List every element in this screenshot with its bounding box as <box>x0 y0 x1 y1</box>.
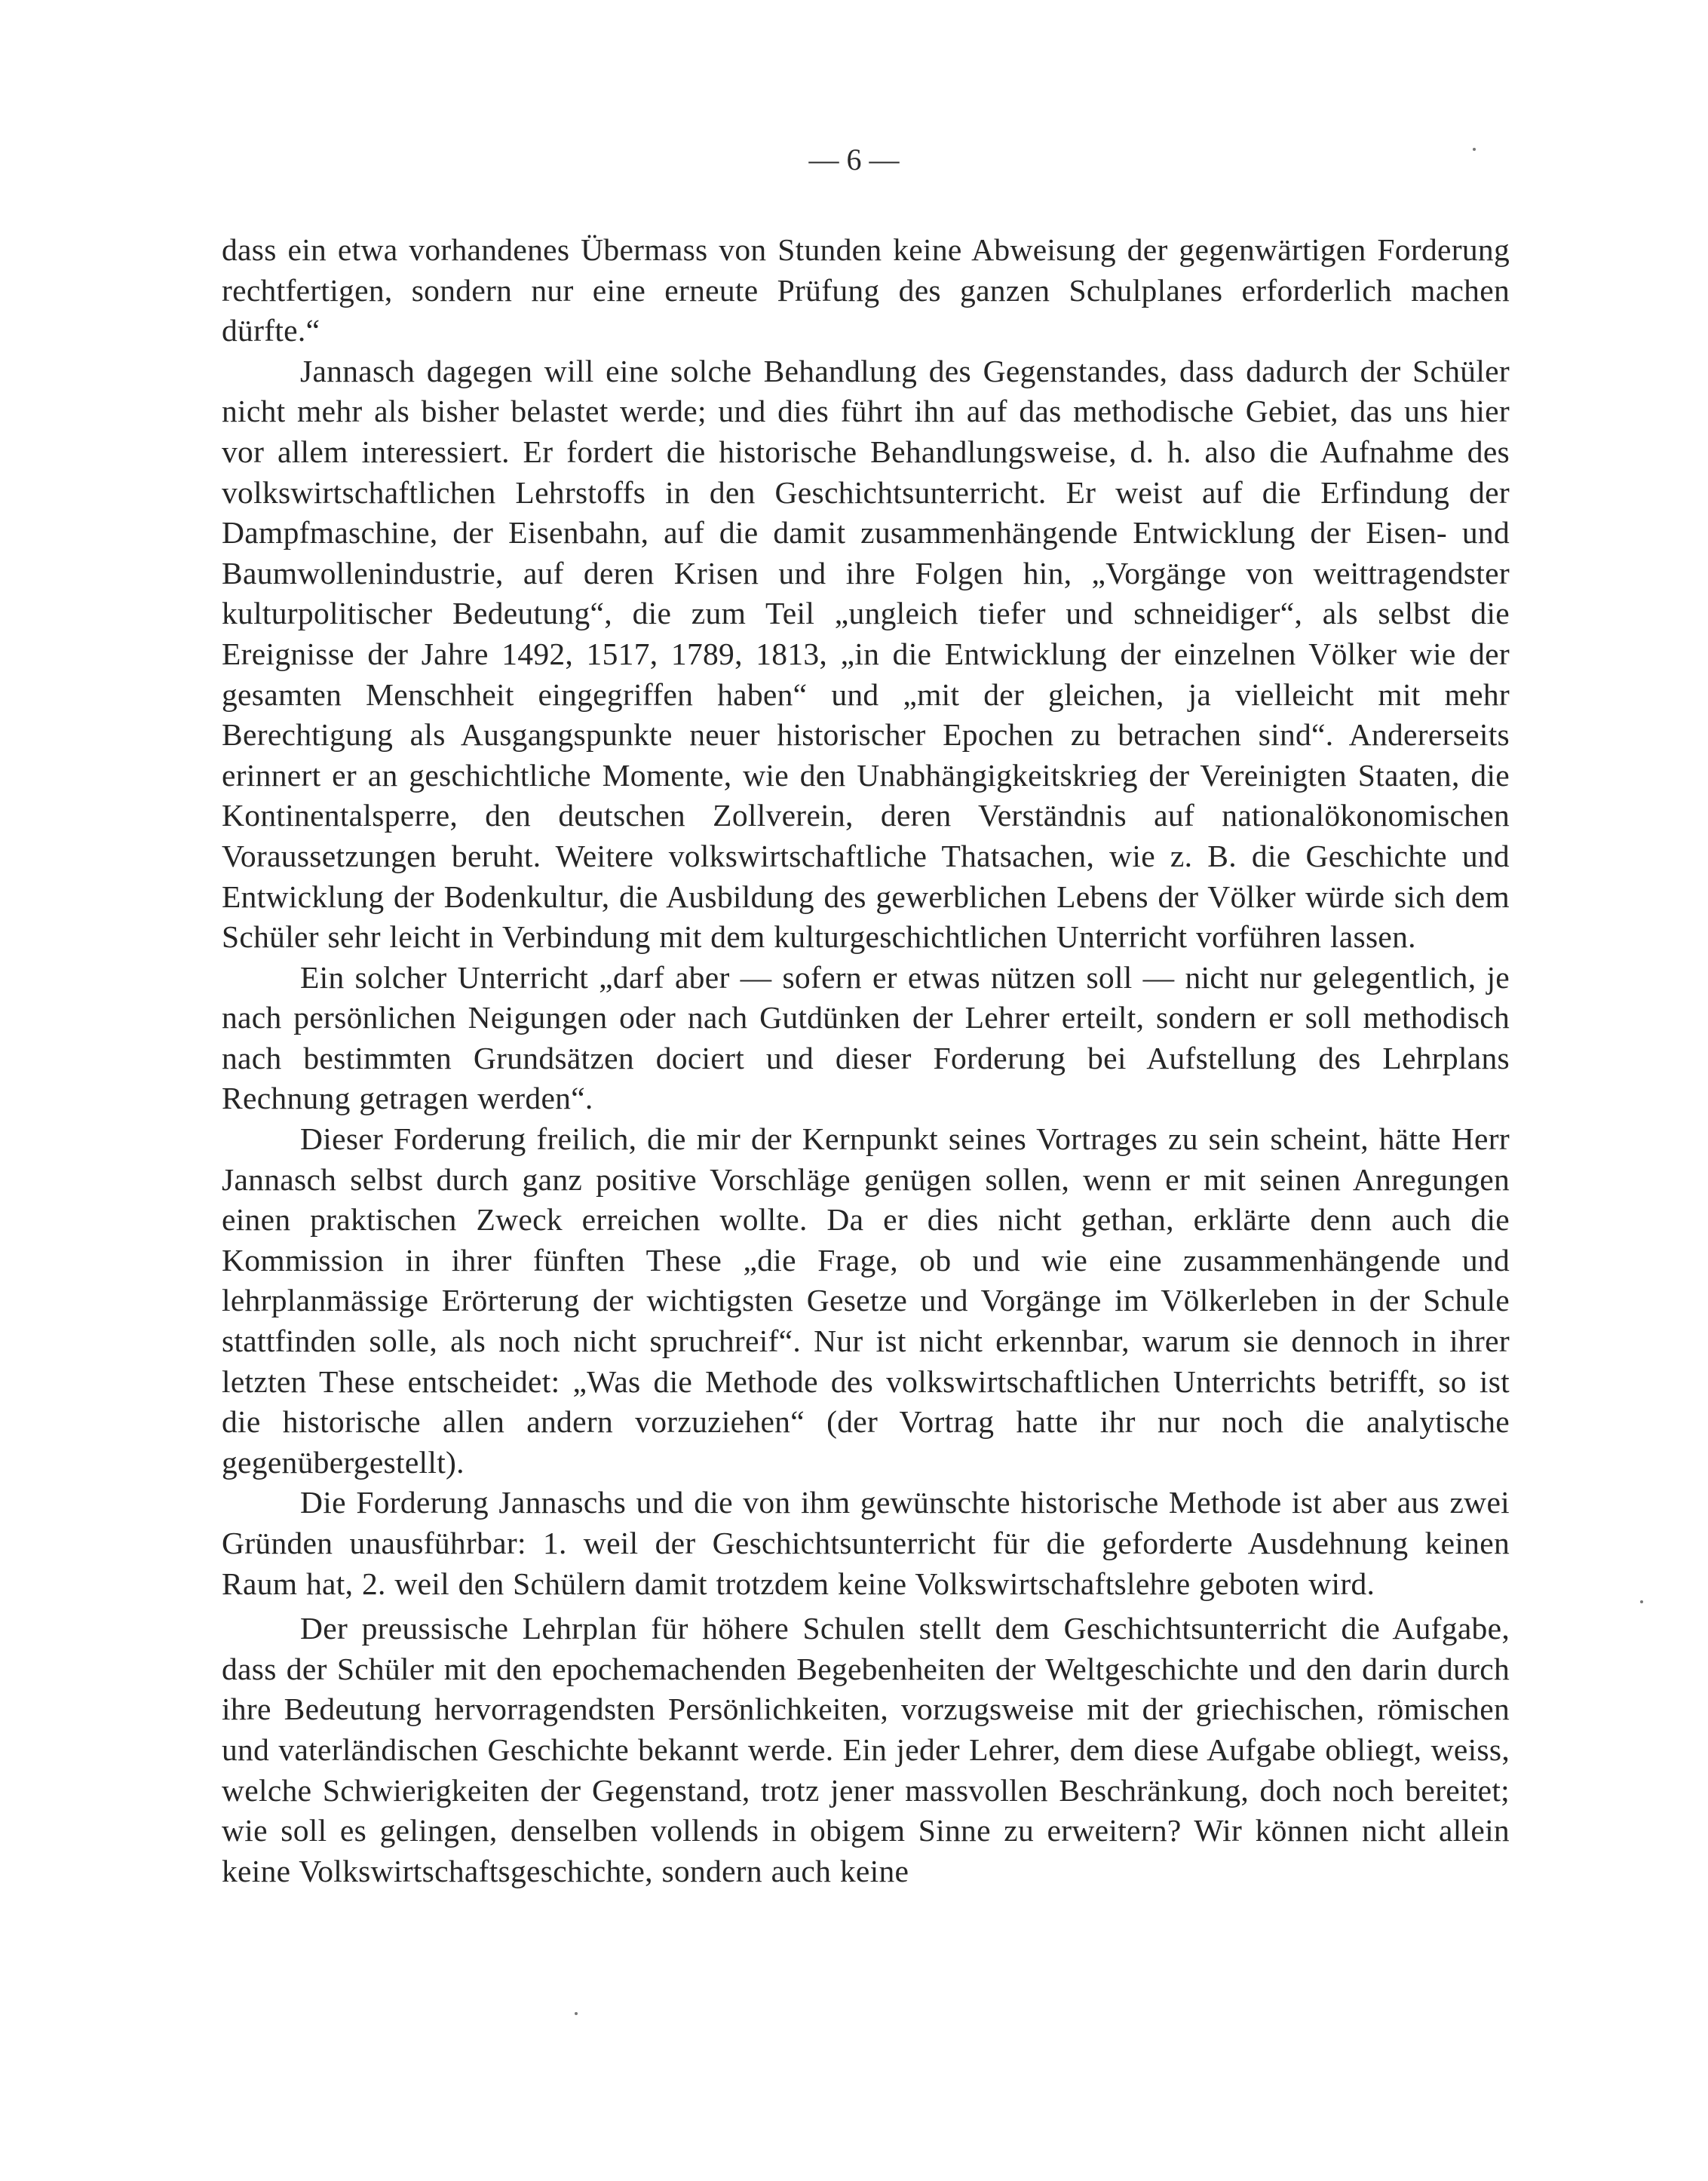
print-speck <box>1640 1600 1643 1603</box>
paragraph-two-reasons: Die Forderung Jannaschs und die von ihm gewünschte historische Methode ist aber aus zwei Gründen unausführbar: 1. weil der Geschichtsunterricht für die geforderte Ausdehnung keinen Raum hat, 2. weil den Schülern damit trotzdem keine Volkswirtschaftslehre geboten wird. <box>222 1485 1510 1601</box>
paragraph-continuation: dass ein etwa vorhandenes Übermass von Stunden keine Abweisung der gegenwärtigen Forderung rechtfertigen, sondern nur eine erneute Prüfung des ganzen Schulplanes erforderlich machen dürfte.“ <box>222 232 1510 348</box>
paragraph-commission-thesis: Dieser Forderung freilich, die mir der Kernpunkt seines Vortrages zu sein scheint, hätte Herr Jannasch selbst durch ganz positive Vorschläge genügen sollen, wenn er mit seinen Anregungen einen praktischen Zweck erreichen wollte. Da er dies nicht gethan, erklärte denn auch die Kommission in ihrer fünften These „die Frage, ob und wie eine zusammenhängende und lehrplanmässige Erörterung der wichtigsten Gesetze und Vorgänge im Völkerleben in der Schule stattfinden solle, als noch nicht spruchreif“. Nur ist nicht erkennbar, warum sie dennoch in ihrer letzten These entscheidet: „Was die Methode des volkswirtschaftlichen Unterrichts betrifft, so ist die historische allen andern vorzuziehen“ (der Vortrag hatte ihr nur noch die analytische gegenübergestellt). <box>222 1121 1510 1480</box>
body-text <box>222 230 1510 1891</box>
paragraph-prussian-curriculum: Der preussische Lehrplan für höhere Schulen stellt dem Geschichtsunterricht die Aufgabe, dass der Schüler mit den epochemachenden Begebenheiten der Weltgeschichte und den darin durch ihre Bedeutung hervorragendsten Persönlichkeiten, vorzugsweise mit der griechischen, römischen und vaterländischen Geschichte bekannt werde. Ein jeder Lehrer, dem diese Aufgabe obliegt, weiss, welche Schwierigkeiten der Gegenstand, trotz jener massvollen Beschränkung, doch noch bereitet; wie soll es gelingen, denselben vollends in obigem Sinne zu erweitern? Wir können nicht allein keine Volkswirtschaftsgeschichte, sondern auch keine <box>222 1611 1510 1888</box>
print-speck <box>575 2012 578 2015</box>
paragraph-jannasch-method: Jannasch dagegen will eine solche Behandlung des Gegenstandes, dass dadurch der Schüler nicht mehr als bisher belastet werde; und dies führt ihn auf das methodische Gebiet, das uns hier vor allem interessiert. Er fordert die historische Behandlungsweise, d. h. also die Aufnahme des volkswirtschaftlichen Lehrstoffs in den Geschichtsunterricht. Er weist auf die Erfindung der Dampfmaschine, der Eisenbahn, auf die damit zusammenhängende Entwicklung der Eisen- und Baumwollenindustrie, auf deren Krisen und ihre Folgen hin, „Vorgänge von weittragendster kulturpolitischer Bedeutung“, die zum Teil „ungleich tiefer und schneidiger“, als selbst die Ereignisse der Jahre 1492, 1517, 1789, 1813, „in die Entwicklung der einzelnen Völker wie der gesamten Menschheit eingegriffen haben“ und „mit der gleichen, ja vielleicht mit mehr Berechtigung als Ausgangspunkte neuer historischer Epochen zu betrachen sind“. Andererseits erinnert er an geschichtliche Momente, wie den Unabhängigkeitskrieg der Vereinigten Staaten, die Kontinentalsperre, den deutschen Zollverein, deren Verständnis auf nationalökonomischen Voraussetzungen beruht. Weitere volkswirtschaftliche Thatsachen, wie z. B. die Geschichte und Entwicklung der Bodenkultur, die Ausbildung des gewerblichen Lebens der Völker würde sich dem Schüler sehr leicht in Verbindung mit dem kulturgeschichtlichen Unterricht vorführen lassen. <box>222 353 1510 955</box>
print-speck <box>1473 148 1476 151</box>
paragraph-methodical-teaching: Ein solcher Unterricht „darf aber — sofern er etwas nützen soll — nicht nur gelegentlich, je nach persönlichen Neigungen oder nach Gutdünken der Lehrer erteilt, sondern er soll methodisch nach bestimmten Grundsätzen dociert und dieser Forderung bei Aufstellung des Lehrplans Rechnung getragen werden“. <box>222 959 1510 1116</box>
page-number: — 6 — <box>808 143 900 176</box>
